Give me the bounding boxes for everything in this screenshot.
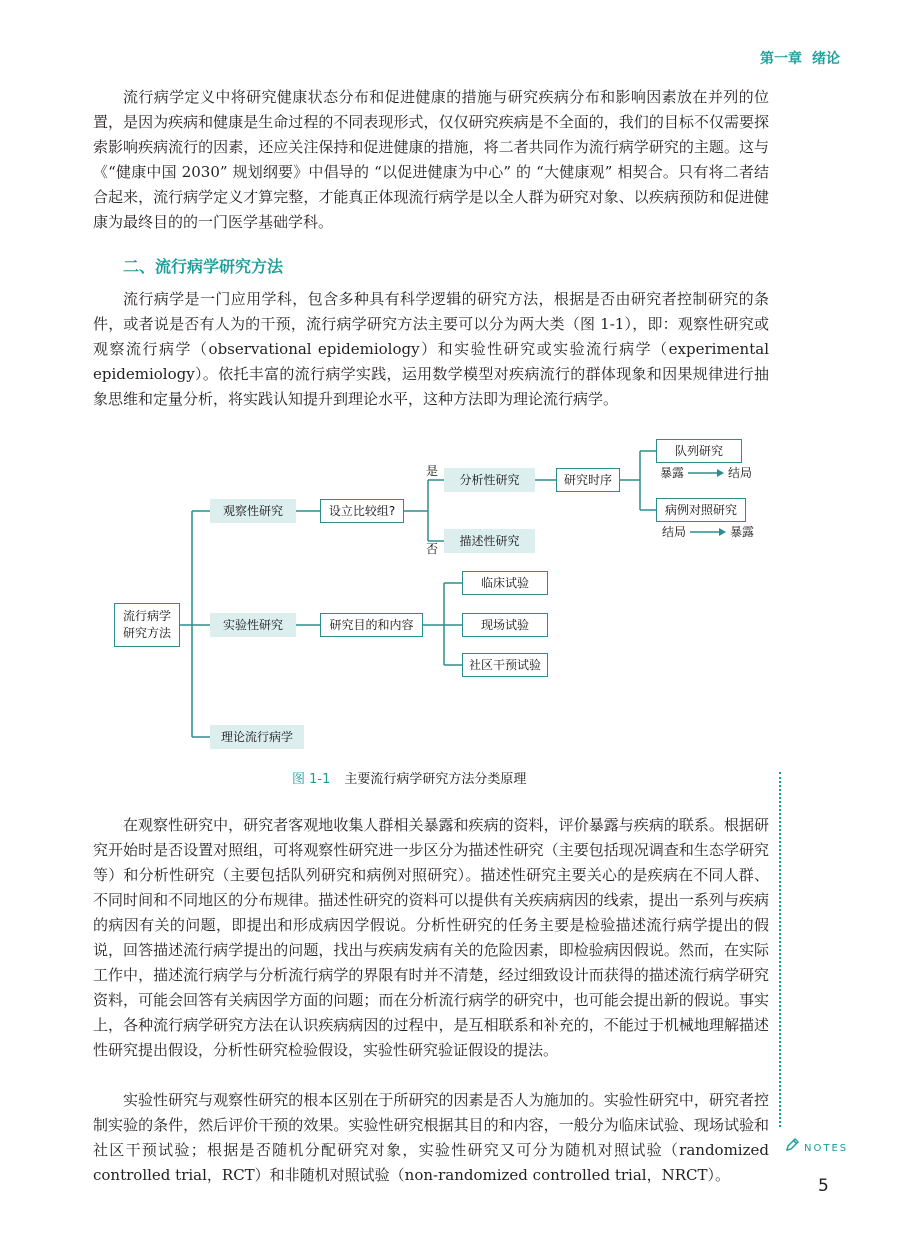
clinical-trial-node: 临床试验 [462, 571, 548, 595]
cohort-to: 结局 [728, 466, 753, 480]
notes-marker [784, 1135, 848, 1154]
right-arrow-icon [688, 468, 724, 478]
cohort-from: 暴露 [660, 466, 685, 480]
community-trial-node: 社区干预试验 [462, 653, 548, 677]
figure-number: 图 1-1 [292, 772, 331, 787]
paragraph-2: 流行病学是一门应用学科，包含多种具有科学逻辑的研究方法，根据是否由研究者控制研究的条件，或者说是否有人为的干预，流行病学研究方法主要可以分为两大类（图 1-1），即：观察性研究或观察流行病学（observational epidemiology）和实验性研究或实验流行病学（experimental epidemiology）。依托丰富的流行病学实践，运用数学模型对疾病流行的群体现象和因果规律进行抽象思维和定量分析，将实践认知提升到理论水平，这种方法即为理论流行病学。 [93, 290, 769, 408]
chapter-title: 绪论 [812, 51, 840, 67]
notes-margin-line [779, 772, 781, 1127]
no-label: 否 [426, 542, 439, 556]
root-node [114, 603, 180, 647]
section-heading: 二、流行病学研究方法 [123, 257, 284, 276]
figure-caption [292, 768, 526, 787]
figure-title: 主要流行病学研究方法分类原理 [344, 772, 527, 787]
cohort-sequence [660, 464, 752, 481]
yes-label: 是 [426, 464, 439, 478]
root-label-line2: 研究方法 [122, 626, 171, 640]
theoretical-node: 理论流行病学 [210, 725, 304, 749]
case-control-node: 病例对照研究 [656, 498, 746, 522]
observational-node: 观察性研究 [210, 499, 296, 523]
time-order-node: 研究时序 [556, 468, 620, 492]
cc-from: 结局 [662, 525, 687, 539]
notes-label: NOTES [804, 1143, 849, 1154]
page-number: 5 [818, 1176, 829, 1196]
experimental-node: 实验性研究 [210, 613, 296, 637]
field-trial-node: 现场试验 [462, 613, 548, 637]
descriptive-node: 描述性研究 [444, 529, 535, 553]
case-control-sequence [662, 523, 754, 540]
paragraph-1: 流行病学定义中将研究健康状态分布和促进健康的措施与研究疾病分布和影响因素放在并列的位置，是因为疾病和健康是生命过程的不同表现形式，仅仅研究疾病是不全面的，我们的目标不仅需要探索影响疾病流行的因素，还应关注保持和促进健康的措施，将二者共同作为流行病学研究的主题。这与《“健康中国 2030” 规划纲要》中倡导的 “以促进健康为中心” 的 “大健康观” 相契合。只有将二者结合起来，流行病学定义才算完整，才能真正体现流行病学是以全人群为研究对象、以疾病预防和促进健康为最终目的的一门医学基础学科。 [93, 88, 770, 231]
paragraph-4: 实验性研究与观察性研究的根本区别在于所研究的因素是否人为施加的。实验性研究中，研究者控制实验的条件，然后评价干预的效果。实验性研究根据其目的和内容，一般分为临床试验、现场试验和社区干预试验；根据是否随机分配研究对象，实验性研究又可分为随机对照试验（randomized controlled trial，RCT）和非随机对照试验（non-randomized controlled trial，NRCT）。 [93, 1091, 769, 1184]
root-label-line1: 流行病学 [122, 609, 171, 623]
analytic-node: 分析性研究 [444, 468, 535, 492]
paragraph-3: 在观察性研究中，研究者客观地收集人群相关暴露和疾病的资料，评价暴露与疾病的联系。根据研究开始时是否设置对照组，可将观察性研究进一步区分为描述性研究（主要包括现况调查和生态学研究等）和分析性研究（主要包括队列研究和病例对照研究）。描述性研究主要关心的是疾病在不同人群、不同时间和不同地区的分布规律。描述性研究的资料可以提供有关疾病病因的线索，提出一系列与疾病的病因有关的问题，即提出和形成病因学假说。分析性研究的任务主要是检验描述流行病学提出的假说，回答描述流行病学提出的问题，找出与疾病发病有关的危险因素，即检验病因假说。然而，在实际工作中，描述流行病学与分析流行病学的界限有时并不清楚，经过细致设计而获得的描述流行病学研究资料，可能会回答有关病因学方面的问题；而在分析流行病学的研究中，也可能会提出新的假说。事实上，各种流行病学研究方法在认识疾病病因的过程中，是互相联系和补充的，不能过于机械地理解描述性研究提出假设，分析性研究检验假设，实验性研究验证假设的提法。 [93, 816, 769, 1059]
control-question-node: 设立比较组? [320, 499, 404, 523]
cc-to: 暴露 [730, 525, 755, 539]
pencil-icon [784, 1137, 800, 1153]
method-classification-diagram [110, 432, 770, 752]
chapter-number: 第一章 [760, 51, 802, 67]
purpose-node: 研究目的和内容 [320, 613, 423, 637]
right-arrow-icon [690, 527, 726, 537]
chapter-header [760, 48, 860, 68]
cohort-node: 队列研究 [656, 439, 742, 463]
